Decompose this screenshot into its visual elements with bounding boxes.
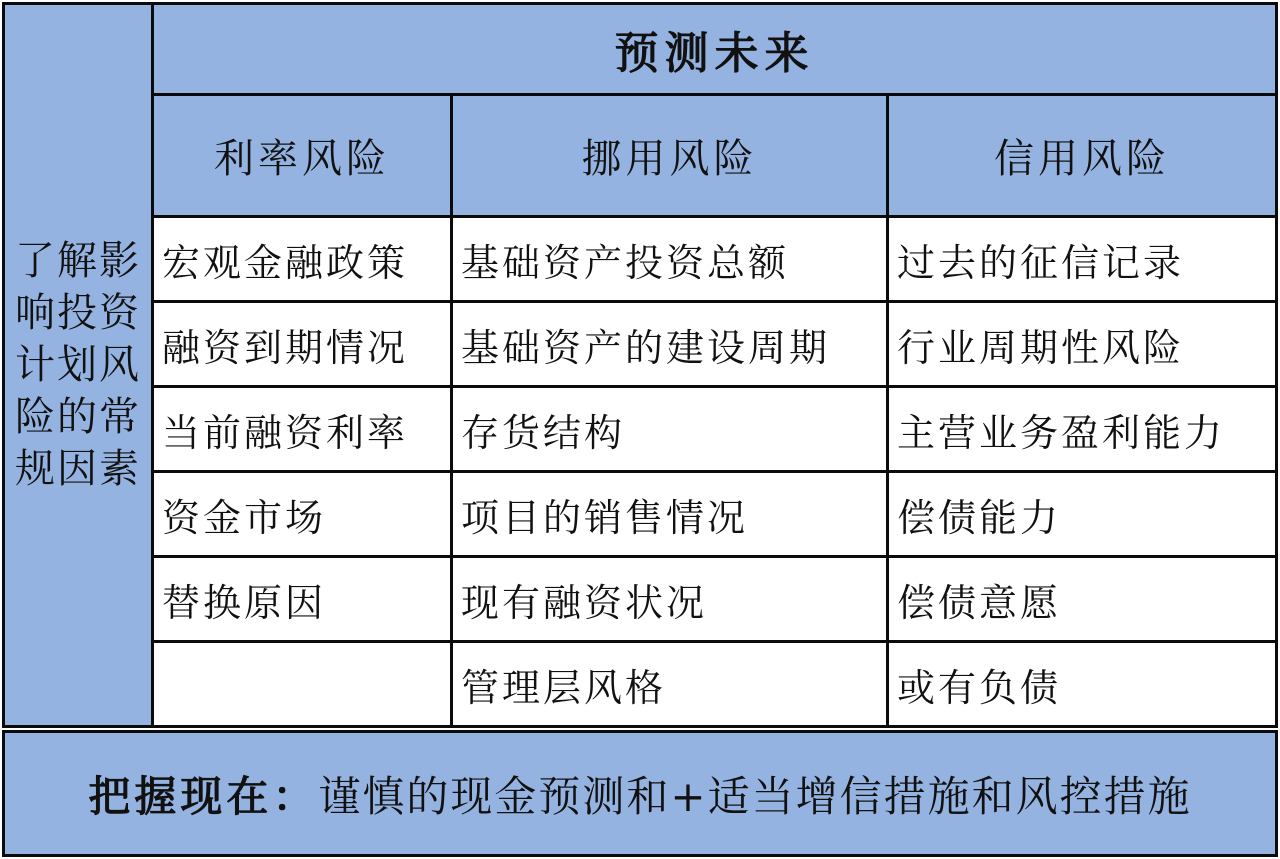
table-cell: 现有融资状况 <box>453 558 889 643</box>
table-cell: 基础资产投资总额 <box>453 218 889 303</box>
table-cell <box>154 643 453 728</box>
column-header-credit-risk: 信用风险 <box>889 96 1278 218</box>
table-cell: 偿债能力 <box>889 473 1278 558</box>
table-cell: 存货结构 <box>453 388 889 473</box>
table-title: 预测未来 <box>614 28 815 79</box>
table-cell: 行业周期性风险 <box>889 303 1278 388</box>
table-cell: 宏观金融政策 <box>154 218 453 303</box>
table-cell: 管理层风格 <box>453 643 889 728</box>
table-cell: 基础资产的建设周期 <box>453 303 889 388</box>
table-title-cell <box>154 2 1278 96</box>
footer-text: 谨慎的现金预测和+适当增信措施和风控措施 <box>318 771 1192 821</box>
table-cell: 或有负债 <box>889 643 1278 728</box>
row-header-text: 了解影响投资计划风险的常规因素 <box>15 238 141 492</box>
table-cell: 融资到期情况 <box>154 303 453 388</box>
table-cell: 主营业务盈利能力 <box>889 388 1278 473</box>
column-header-interest-rate-risk: 利率风险 <box>154 96 453 218</box>
column-header-row <box>154 96 1278 218</box>
table-cell: 项目的销售情况 <box>453 473 889 558</box>
row-header-cell <box>2 2 154 728</box>
footer-lead: 把握现在： <box>88 771 319 821</box>
footer-banner <box>2 730 1278 857</box>
table-cell: 过去的征信记录 <box>889 218 1278 303</box>
table-cell: 替换原因 <box>154 558 453 643</box>
table-cell: 偿债意愿 <box>889 558 1278 643</box>
column-header-misappropriation-risk: 挪用风险 <box>453 96 889 218</box>
table-body <box>154 218 1278 728</box>
table-cell: 当前融资利率 <box>154 388 453 473</box>
table-cell: 资金市场 <box>154 473 453 558</box>
